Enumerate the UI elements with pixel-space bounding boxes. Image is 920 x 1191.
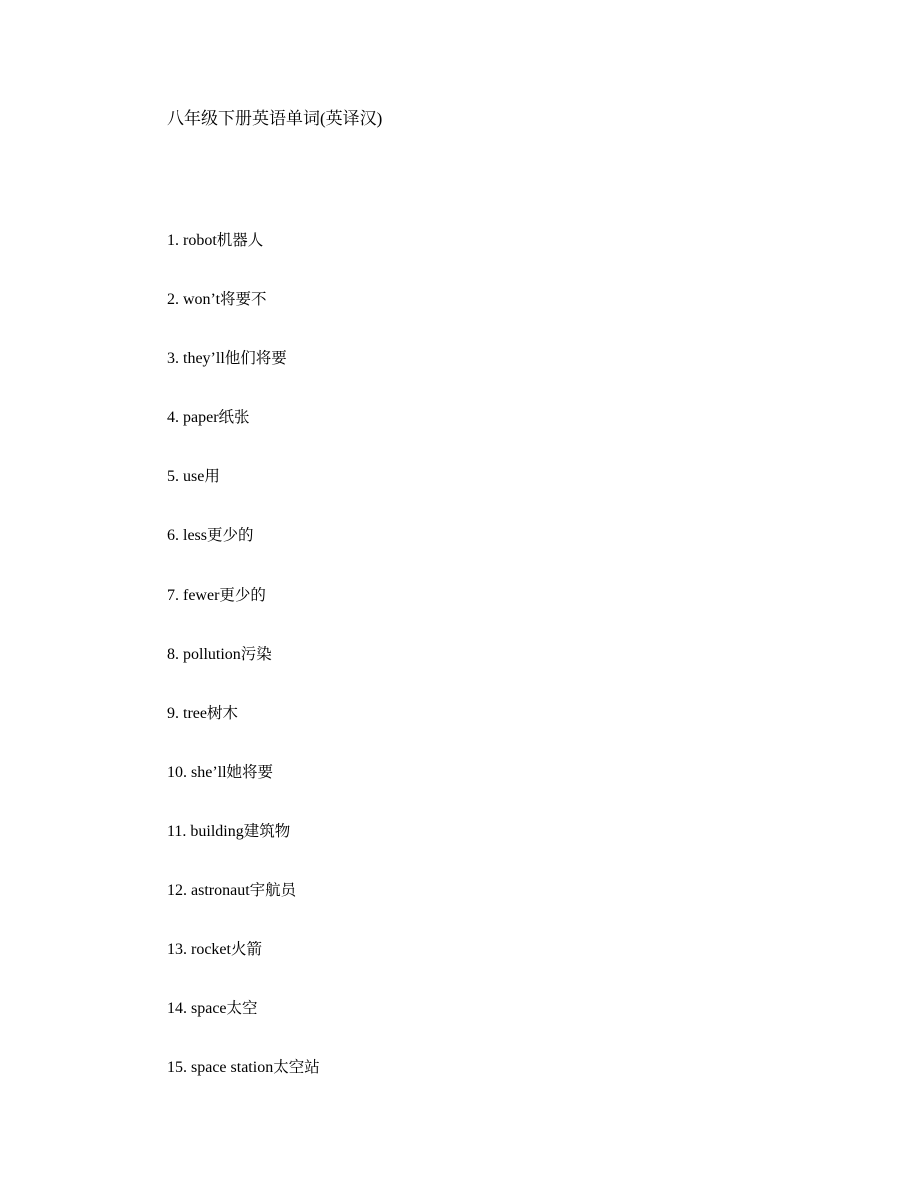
item-number: 6.: [167, 527, 183, 545]
item-number: 3.: [167, 350, 183, 368]
chinese-meaning: 更少的: [219, 585, 266, 604]
english-word: tree: [183, 704, 207, 722]
chinese-meaning: 她将要: [226, 762, 274, 781]
vocab-item: [167, 524, 320, 583]
vocab-item: [167, 879, 320, 938]
vocab-item: [167, 406, 320, 465]
item-number: 8.: [167, 645, 183, 663]
chinese-meaning: 他们将要: [224, 349, 287, 368]
chinese-meaning: 更少的: [207, 526, 254, 545]
vocab-item: [167, 643, 320, 702]
chinese-meaning: 火箭: [230, 940, 262, 959]
item-number: 7.: [167, 586, 183, 604]
vocab-item: [167, 347, 320, 406]
document-title: 八年级下册英语单词(英译汉): [167, 109, 383, 128]
english-word: she’ll: [191, 763, 227, 781]
item-number: 1.: [167, 232, 183, 249]
item-number: 10.: [167, 763, 191, 781]
chinese-meaning: 纸张: [218, 408, 250, 427]
chinese-meaning: 太空: [226, 999, 258, 1018]
vocab-item: [167, 938, 320, 997]
item-number: 15.: [167, 1059, 191, 1077]
item-number: 9.: [167, 704, 183, 722]
vocab-item: [167, 465, 320, 524]
vocab-item: [167, 820, 320, 879]
vocab-item: [167, 1056, 320, 1115]
item-number: 11.: [167, 822, 191, 840]
english-word: less: [183, 527, 207, 545]
vocab-item: [167, 997, 320, 1056]
chinese-meaning: 树木: [206, 703, 238, 722]
vocab-item: [167, 229, 320, 288]
english-word: astronaut: [191, 882, 250, 900]
chinese-meaning: 宇航员: [249, 881, 297, 900]
item-number: 4.: [167, 409, 183, 427]
vocabulary-list: [167, 229, 320, 1115]
english-word: they’ll: [183, 350, 225, 368]
vocab-item: [167, 702, 320, 761]
item-number: 13.: [167, 941, 191, 959]
chinese-meaning: 用: [204, 467, 220, 486]
english-word: building: [190, 822, 244, 840]
item-number: 2.: [167, 291, 183, 309]
chinese-meaning: 污染: [240, 644, 272, 663]
chinese-meaning: 建筑物: [243, 821, 291, 840]
english-word: won’t: [183, 291, 221, 309]
english-word: fewer: [183, 586, 220, 604]
english-word: paper: [183, 409, 219, 427]
chinese-meaning: 将要不: [220, 290, 267, 309]
item-number: 5.: [167, 468, 183, 486]
english-word: space: [191, 1000, 227, 1018]
chinese-meaning: 机器人: [216, 231, 264, 249]
english-word: use: [183, 468, 205, 486]
vocab-item: [167, 584, 320, 643]
chinese-meaning: 太空站: [273, 1058, 320, 1077]
english-word: space station: [191, 1059, 274, 1077]
vocab-item: [167, 761, 320, 820]
vocab-item: [167, 288, 320, 347]
item-number: 12.: [167, 882, 191, 900]
item-number: 14.: [167, 1000, 191, 1018]
english-word: rocket: [191, 941, 231, 959]
english-word: pollution: [183, 645, 241, 663]
english-word: robot: [183, 232, 217, 249]
